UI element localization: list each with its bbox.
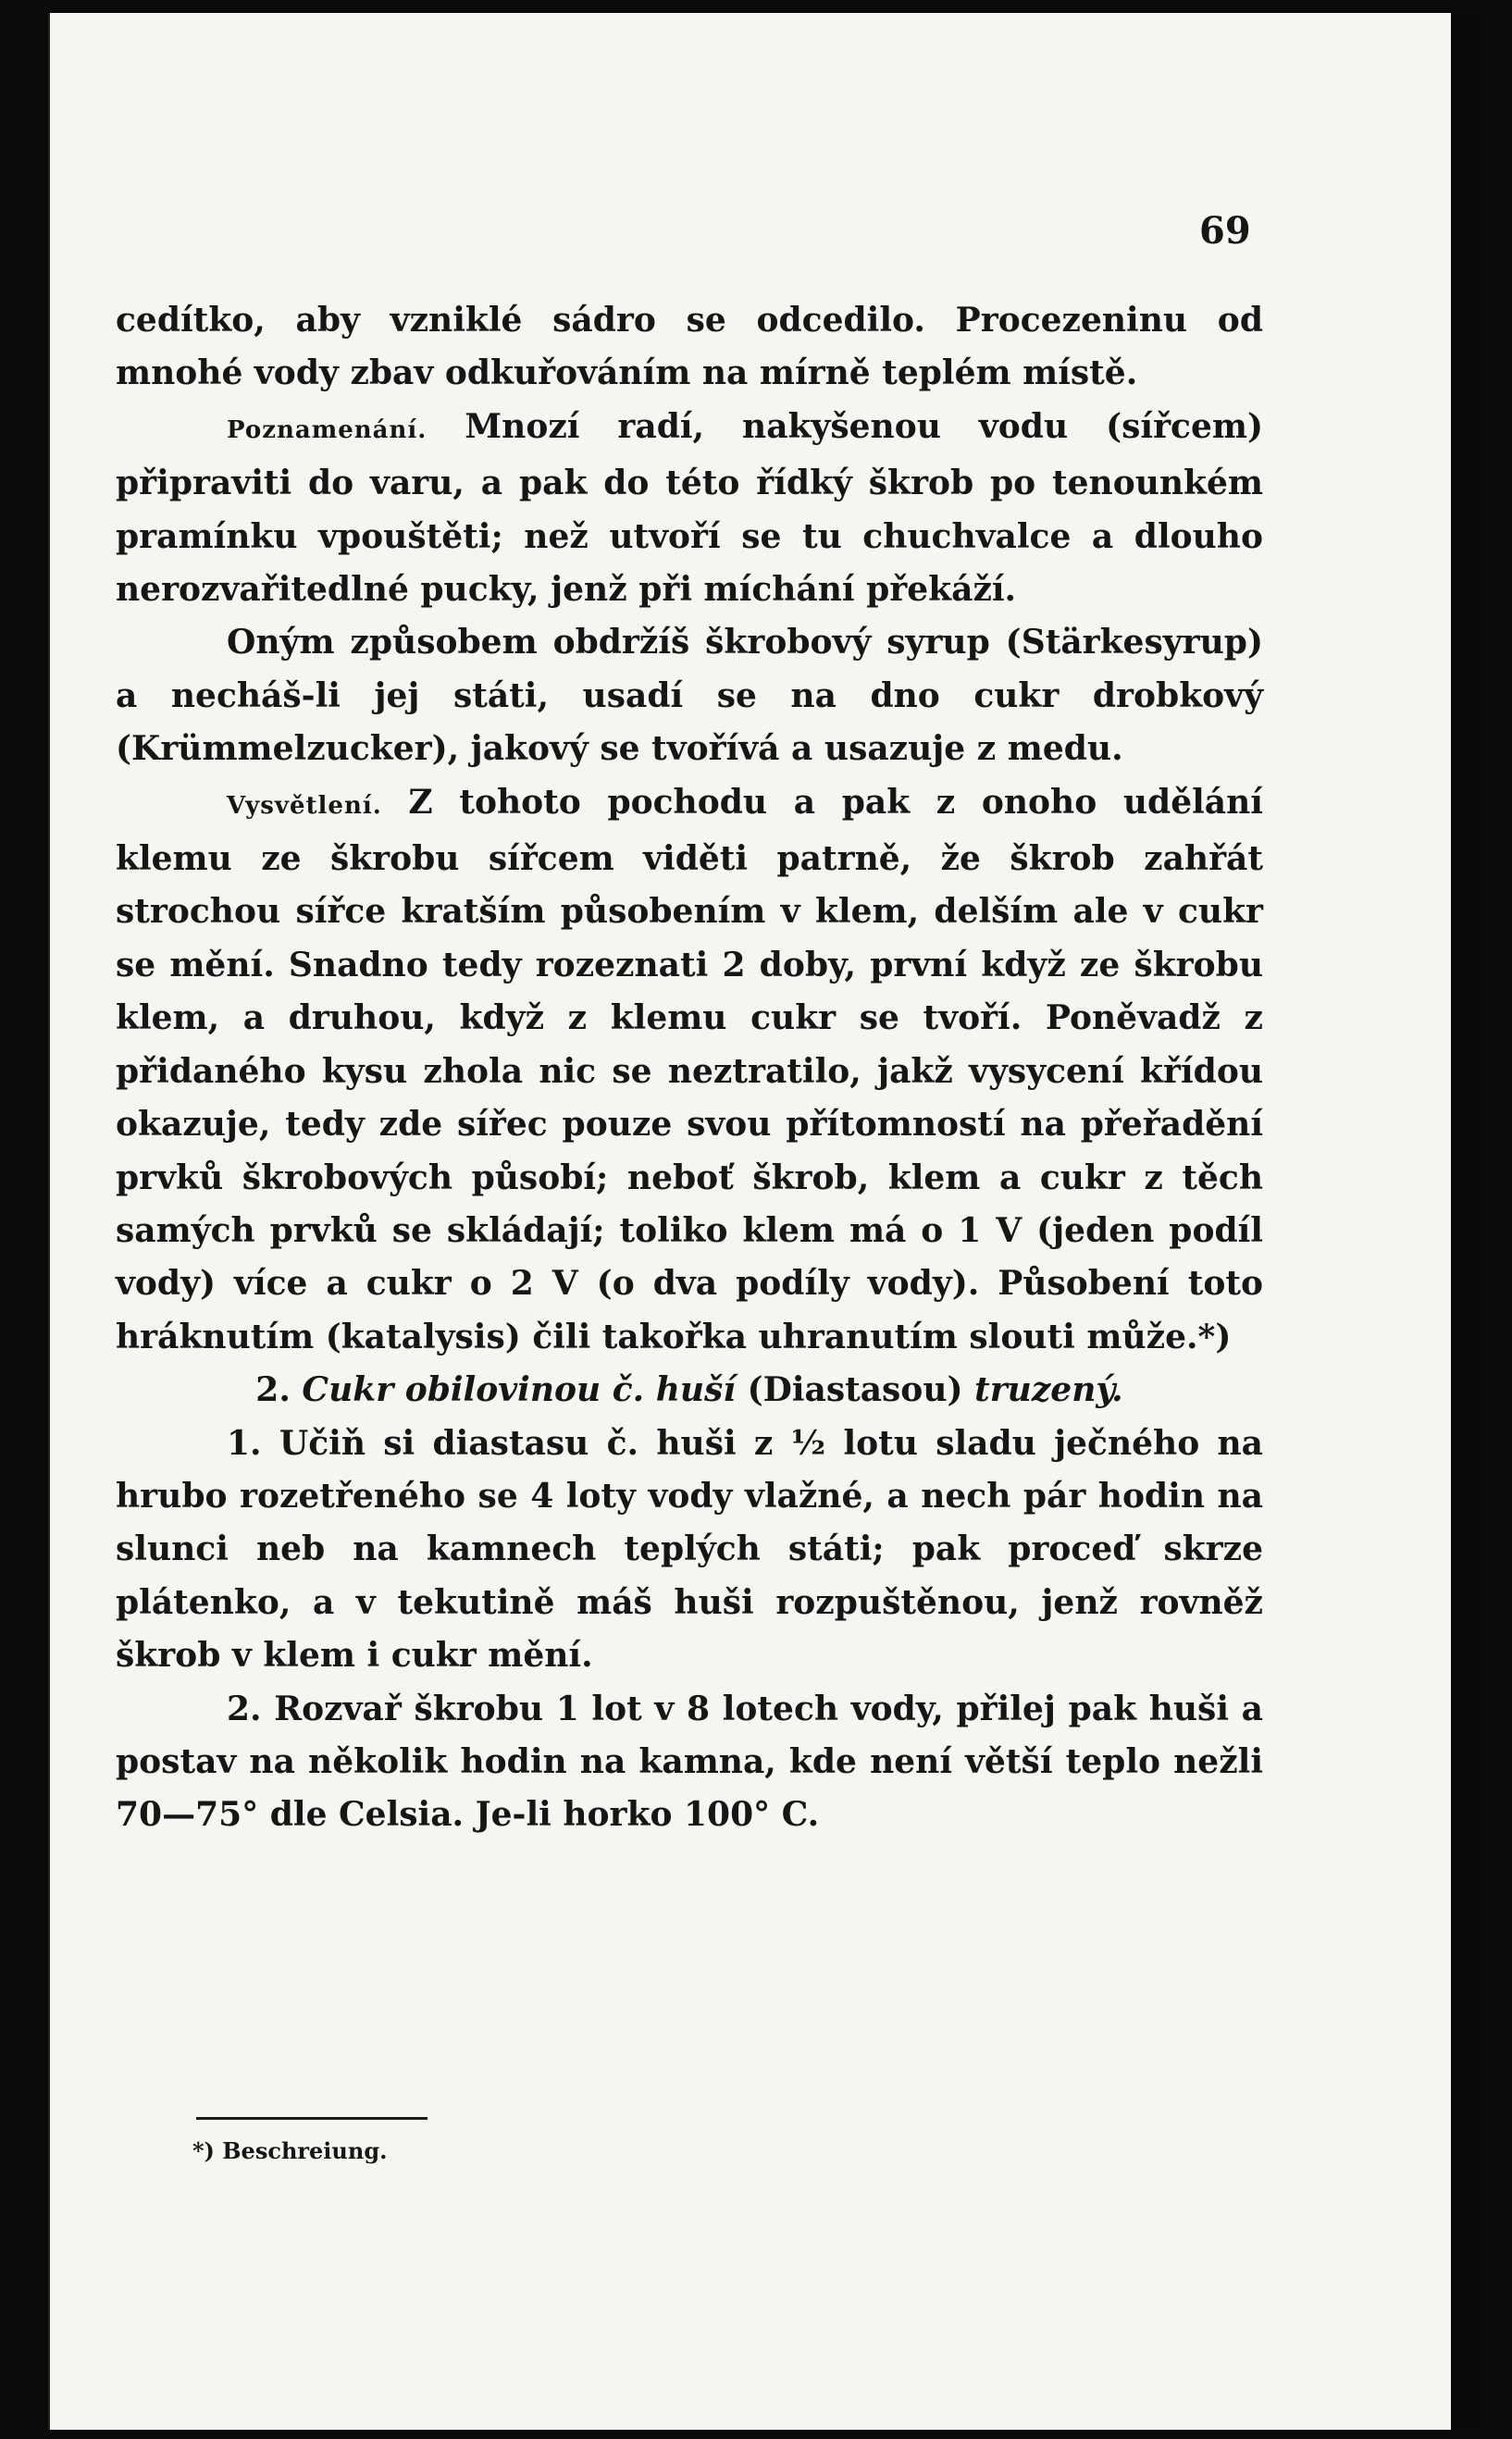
footnote-divider — [196, 2117, 428, 2120]
paragraph-1-text: cedítko, aby vzniklé sádro se odcedilo. Procezeninu od mnohé vody zbav odkuřováním na mírně teplém místě. — [116, 301, 1263, 393]
footnote: *) Beschreiung. — [192, 2137, 388, 2164]
page-spine-shadow — [1451, 13, 1482, 2430]
section-heading — [116, 1364, 1263, 1417]
paragraph-4 — [116, 776, 1263, 1364]
paragraph-3 — [116, 616, 1263, 775]
paragraph-2 — [116, 401, 1263, 617]
page-number: 69 — [1199, 209, 1251, 253]
section-heading-paren: (Diastasou) — [747, 1370, 963, 1410]
paragraph-4-label: Vysvětlení. — [227, 791, 382, 820]
section-heading-suffix: truzený. — [974, 1370, 1123, 1410]
step-1 — [116, 1418, 1263, 1683]
step-1-text: 1. Učiň si diastasu č. huši z ½ lotu sladu ječného na hrubo rozetřeného se 4 loty vody vlažné, a nech pár hodin na slunci neb na kamnech teplých státi; pak proceď skrze plátenko, a v tekutině máš huši rozpuštěnou, jenž rovněž škrob v klem i cukr mění. — [116, 1423, 1263, 1676]
section-heading-title: Cukr obilovinou č. huší — [302, 1370, 737, 1410]
body-text — [116, 294, 1263, 1842]
paragraph-1 — [116, 294, 1263, 401]
paragraph-4-text: Z tohoto pochodu a pak z onoho udělání klemu ze škrobu sířcem viděti patrně, že škrob zahřát strochou sířce kratším působením v klem, delším ale v cukr se mění. Snadno tedy rozeznati 2 doby, první když ze škrobu klem, a druhou, když z klemu cukr se tvoří. Poněvadž z přidaného kysu zhola nic se neztratilo, jakž vysycení křídou okazuje, tedy zde sířec pouze svou přítomností na přeřadění prvků škrobových působí; neboť škrob, klem a cukr z těch samých prvků se skládají; toliko klem má o 1 V (jeden podíl vody) více a cukr o 2 V (o dva podíly vody). Působení toto hráknutím (katalysis) čili takořka uhranutím slouti může.*) — [116, 782, 1263, 1356]
paragraph-2-text: Mnozí radí, nakyšenou vodu (sířcem) připraviti do varu, a pak do této řídký škrob po tenounkém pramínku vpouštěti; než utvoří se tu chuchvalce a dlouho nerozvařitedlné pucky, jenž při míchání překáží. — [116, 406, 1263, 610]
step-2-text: 2. Rozvař škrobu 1 lot v 8 lotech vody, přilej pak huši a postav na několik hodin na kamna, kde není větší teplo nežli 70—75° dle Celsia. Je-li horko 100° C. — [116, 1689, 1263, 1835]
paragraph-2-label: Poznamenání. — [227, 415, 428, 444]
paragraph-3-text: Oným způsobem obdržíš škrobový syrup (Stärkesyrup) a necháš-li jej státi, usadí se na dno cukr drobkový (Krümmelzucker), jakový se tvořívá a usazuje z medu. — [116, 623, 1263, 769]
section-heading-number: 2. — [255, 1370, 291, 1410]
step-2 — [116, 1683, 1263, 1842]
